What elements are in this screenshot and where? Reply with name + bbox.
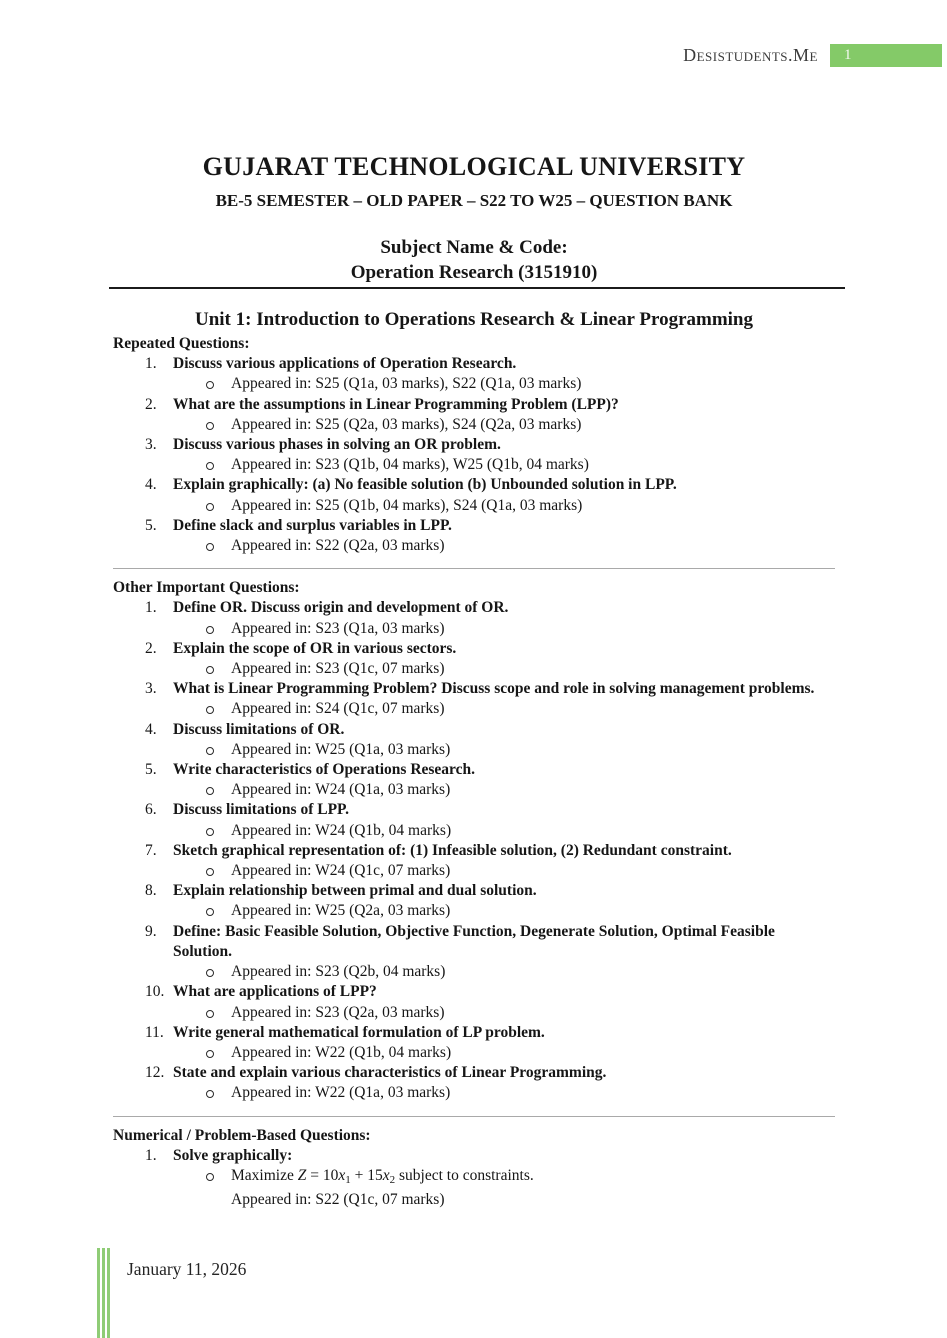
question-text: Sketch graphical representation of: (1) Infeasible solution, (2) Redundant constraint. [173, 841, 732, 859]
question-item [113, 982, 835, 1022]
appeared-line [113, 1083, 835, 1103]
question-text: Discuss various applications of Operation Research. [173, 355, 517, 373]
bullet-box [205, 1166, 231, 1190]
question-number: 7. [145, 841, 157, 859]
section-heading: Repeated Questions: [113, 335, 250, 352]
appeared-line [113, 415, 835, 435]
question-row [113, 516, 835, 536]
question-row [113, 720, 835, 740]
bullet-box [205, 821, 231, 841]
appeared-text: Appeared in: W25 (Q2a, 03 marks) [231, 902, 451, 920]
question-number: 3. [145, 436, 157, 454]
question-row [113, 841, 835, 861]
question-row [113, 800, 835, 820]
question-text: State and explain various characteristics of Linear Programming. [173, 1064, 607, 1082]
question-number: 2. [145, 639, 157, 657]
circle-bullet-icon [206, 1050, 214, 1058]
appeared-text: Appeared in: S23 (Q2a, 03 marks) [231, 1003, 445, 1021]
appeared-text: Appeared in: S25 (Q1b, 04 marks), S24 (Q1a, 03 marks) [231, 496, 583, 514]
paper-subtitle: BE-5 SEMESTER – OLD PAPER – S22 TO W25 – QUESTION BANK [215, 191, 733, 210]
appeared-text: Appeared in: W24 (Q1b, 04 marks) [231, 821, 452, 839]
question-number: 1. [145, 599, 157, 617]
appeared-line [113, 659, 835, 679]
question-item [113, 881, 835, 921]
bullet-box [205, 455, 231, 475]
bullet-box [205, 861, 231, 881]
bullet-box [205, 699, 231, 719]
footer-date: January 11, 2026 [127, 1259, 247, 1279]
question-item [113, 1023, 835, 1063]
bullet-box [205, 901, 231, 921]
circle-bullet-icon [206, 1090, 214, 1098]
question-row [113, 1146, 835, 1166]
appeared-text: Appeared in: W22 (Q1a, 03 marks) [231, 1084, 451, 1102]
bullet-box [205, 415, 231, 435]
question-number: 2. [145, 395, 157, 413]
question-text: Discuss limitations of LPP. [173, 801, 349, 819]
question-text: Write characteristics of Operations Research. [173, 761, 476, 779]
question-item [113, 679, 835, 719]
circle-bullet-icon [206, 462, 214, 470]
appeared-text: Appeared in: S23 (Q1b, 04 marks), W25 (Q1b, 04 marks) [231, 456, 589, 474]
unit-heading: Unit 1: Introduction to Operations Research & Linear Programming [194, 309, 753, 330]
bullet-box [205, 659, 231, 679]
question-item [113, 760, 835, 800]
appeared-line [113, 1043, 835, 1063]
appeared-line [113, 861, 835, 881]
bullet-box [205, 1083, 231, 1103]
question-text: What are the assumptions in Linear Programming Problem (LPP)? [173, 395, 619, 413]
question-text: Define: Basic Feasible Solution, Objective Function, Degenerate Solution, Optimal Feasible Solution. [173, 922, 775, 960]
circle-bullet-icon [206, 787, 214, 795]
section-divider [113, 1116, 835, 1117]
footer-accent-bars-icon [97, 1248, 112, 1338]
appeared-text: Appeared in: W22 (Q1b, 04 marks) [231, 1043, 452, 1061]
bullet-box [205, 1190, 231, 1210]
appeared-line [113, 1190, 835, 1210]
page-number-badge: 1 [830, 44, 942, 67]
appeared-text: Appeared in: W24 (Q1c, 07 marks) [231, 862, 451, 880]
appeared-text: Appeared in: S24 (Q1c, 07 marks) [231, 700, 445, 718]
circle-bullet-icon [206, 747, 214, 755]
question-number: 4. [145, 476, 157, 494]
question-row [113, 639, 835, 659]
question-row [113, 760, 835, 780]
appeared-text: Appeared in: S25 (Q1a, 03 marks), S22 (Q1a, 03 marks) [231, 375, 582, 393]
appeared-text: Appeared in: S25 (Q2a, 03 marks), S24 (Q2a, 03 marks) [231, 415, 582, 433]
question-text: Explain the scope of OR in various sectors. [173, 639, 457, 657]
question-row [113, 354, 835, 374]
appeared-line [113, 455, 835, 475]
question-number: 3. [145, 680, 157, 698]
question-row [113, 1023, 835, 1043]
appeared-text: Appeared in: S23 (Q1a, 03 marks) [231, 619, 445, 637]
question-item [113, 598, 835, 638]
appeared-line [113, 1166, 835, 1190]
circle-bullet-icon [206, 868, 214, 876]
appeared-line [113, 901, 835, 921]
appeared-text: Appeared in: W25 (Q1a, 03 marks) [231, 740, 451, 758]
question-number: 1. [145, 355, 157, 373]
circle-bullet-icon [206, 666, 214, 674]
appeared-text: Appeared in: S23 (Q1c, 07 marks) [231, 660, 445, 678]
appeared-line [113, 536, 835, 556]
appeared-line [113, 496, 835, 516]
appeared-text: Appeared in: S23 (Q2b, 04 marks) [231, 963, 446, 981]
question-number: 5. [145, 761, 157, 779]
question-row [113, 395, 835, 415]
bullet-box [205, 496, 231, 516]
question-row [113, 598, 835, 618]
question-text: Explain graphically: (a) No feasible solution (b) Unbounded solution in LPP. [173, 476, 677, 494]
bullet-box [205, 740, 231, 760]
question-number: 12. [145, 1064, 165, 1082]
math-expression: Maximize Z = 10x1 + 15x2 subject to constraints. [231, 1166, 534, 1186]
sections [113, 334, 835, 1210]
question-number: 10. [145, 983, 165, 1001]
circle-bullet-icon [206, 381, 214, 389]
section-heading: Numerical / Problem-Based Questions: [113, 1126, 371, 1144]
question-item [113, 639, 835, 679]
question-number: 8. [145, 882, 157, 900]
circle-bullet-icon [206, 969, 214, 977]
question-text: Define slack and surplus variables in LPP. [173, 516, 452, 534]
question-item [113, 516, 835, 556]
question-item [113, 800, 835, 840]
question-number: 6. [145, 801, 157, 819]
appeared-line [113, 374, 835, 394]
question-text: Solve graphically: [173, 1146, 293, 1164]
question-item [113, 1146, 835, 1211]
question-text: Discuss limitations of OR. [173, 720, 345, 738]
question-text: What are applications of LPP? [173, 983, 377, 1001]
question-text: What is Linear Programming Problem? Discuss scope and role in solving management problems. [173, 680, 815, 698]
question-text: Discuss various phases in solving an OR problem. [173, 436, 501, 454]
question-item [113, 1063, 835, 1103]
question-text: Define OR. Discuss origin and development of OR. [173, 599, 509, 617]
circle-bullet-icon [206, 706, 214, 714]
site-name: Desistudents.Me [683, 45, 818, 65]
subject-label: Subject Name & Code: [380, 237, 568, 258]
title-rule [109, 287, 845, 289]
circle-bullet-icon [206, 908, 214, 916]
appeared-line [113, 821, 835, 841]
bullet-box [205, 1043, 231, 1063]
appeared-text: Appeared in: S22 (Q2a, 03 marks) [231, 537, 445, 555]
bullet-box [205, 1003, 231, 1023]
document-content [113, 0, 835, 1210]
appeared-line [113, 699, 835, 719]
question-row [113, 435, 835, 455]
question-text: Explain relationship between primal and dual solution. [173, 882, 537, 900]
appeared-line [113, 780, 835, 800]
circle-bullet-icon [206, 503, 214, 511]
appeared-line [113, 1003, 835, 1023]
bullet-box [205, 962, 231, 982]
question-number: 4. [145, 720, 157, 738]
question-row [113, 922, 835, 962]
appeared-text: Appeared in: W24 (Q1a, 03 marks) [231, 781, 451, 799]
question-item [113, 720, 835, 760]
question-item [113, 475, 835, 515]
circle-bullet-icon [206, 626, 214, 634]
section-heading: Other Important Questions: [113, 579, 300, 597]
question-item [113, 922, 835, 983]
question-number: 11. [145, 1023, 164, 1041]
question-item [113, 841, 835, 881]
bullet-box [205, 780, 231, 800]
university-title: GUJARAT TECHNOLOGICAL UNIVERSITY [202, 152, 746, 181]
question-text: Write general mathematical formulation of LP problem. [173, 1023, 545, 1041]
question-row [113, 475, 835, 495]
bullet-box [205, 619, 231, 639]
question-number: 1. [145, 1146, 157, 1164]
question-row [113, 982, 835, 1002]
question-row [113, 1063, 835, 1083]
subject-value: Operation Research (3151910) [350, 262, 598, 283]
question-number: 5. [145, 516, 157, 534]
bullet-box [205, 374, 231, 394]
section-divider [113, 568, 835, 569]
appeared-line [113, 962, 835, 982]
question-number: 9. [145, 922, 157, 940]
circle-bullet-icon [206, 1173, 214, 1181]
bullet-box [205, 536, 231, 556]
appeared-text: Appeared in: S22 (Q1c, 07 marks) [231, 1191, 445, 1209]
appeared-line [113, 740, 835, 760]
question-item [113, 354, 835, 394]
question-item [113, 435, 835, 475]
circle-bullet-icon [206, 1010, 214, 1018]
circle-bullet-icon [206, 828, 214, 836]
question-item [113, 395, 835, 435]
circle-bullet-icon [206, 543, 214, 551]
circle-bullet-icon [206, 422, 214, 430]
appeared-line [113, 619, 835, 639]
question-row [113, 679, 835, 699]
question-row [113, 881, 835, 901]
